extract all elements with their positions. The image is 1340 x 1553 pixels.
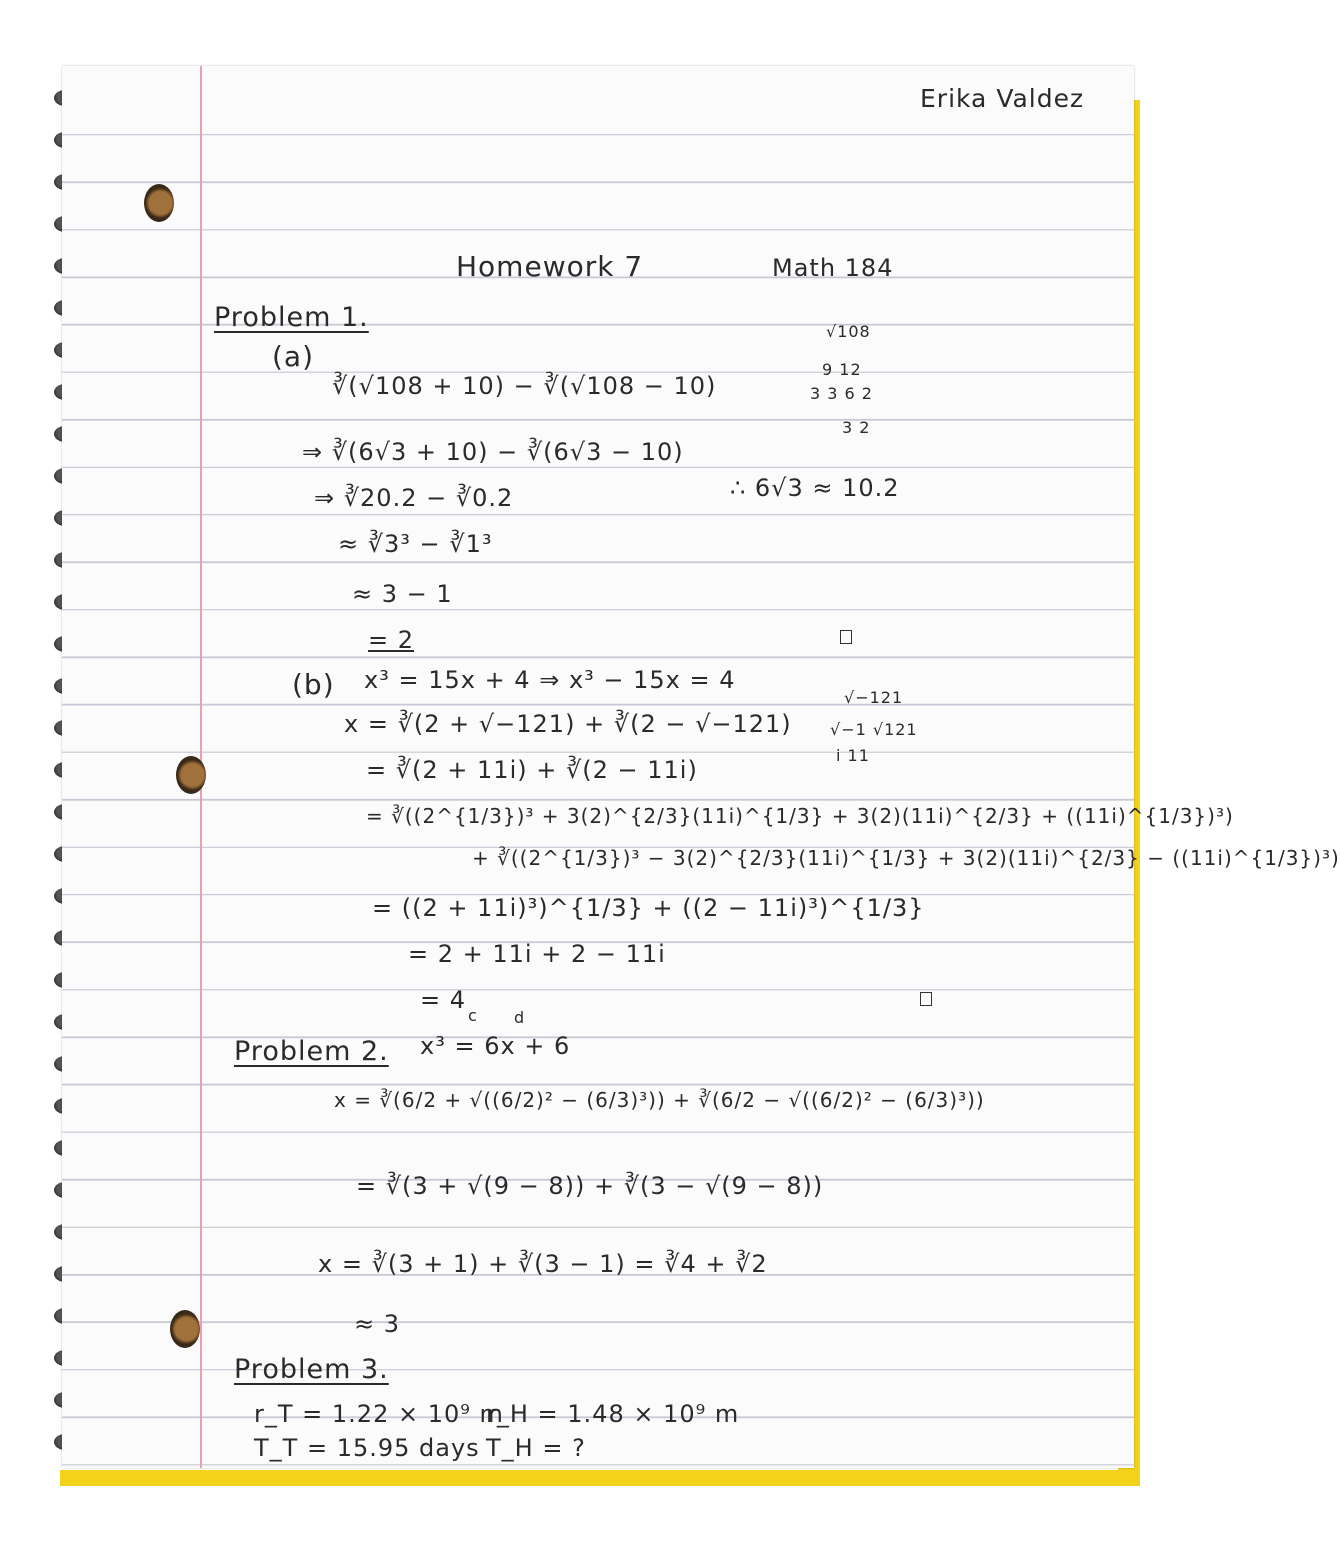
problem3-T-H: T_H = ?: [486, 1434, 586, 1462]
side-root: √−121: [844, 688, 904, 707]
coef-d-label: d: [514, 1008, 526, 1027]
qed-box-icon: [920, 992, 932, 1006]
qed-box-icon: [840, 630, 852, 644]
problem3-T-T: T_T = 15.95 days: [254, 1434, 480, 1462]
problem1a-line: ∛(√108 + 10) − ∛(√108 − 10): [332, 372, 717, 400]
page-title: Homework 7: [456, 250, 644, 283]
coef-c-label: c: [468, 1006, 478, 1025]
problem1b-line: = 2 + 11i + 2 − 11i: [408, 940, 666, 968]
problem1-heading: Problem 1.: [214, 302, 369, 333]
problem1b-line: + ∛((2^{1/3})³ − 3(2)^{2/3}(11i)^{1/3} + 3(2)(11i)^{2/3} − ((11i)^{1/3})³): [472, 846, 1340, 870]
problem1a-line: ≈ 3 − 1: [352, 580, 453, 608]
problem3-r-H: r_H = 1.48 × 10⁹ m: [486, 1400, 740, 1428]
problem2-line: x = ∛(6/2 + √((6/2)² − (6/3)³)) + ∛(6/2 − √((6/2)² − (6/3)³)): [334, 1088, 985, 1112]
problem2-answer: ≈ 3: [354, 1310, 401, 1338]
problem1b-line: x = ∛(2 + √−121) + ∛(2 − √−121): [344, 710, 792, 738]
side-split: √−1 √121: [830, 720, 918, 739]
problem2-equation: x³ = 6x + 6: [420, 1032, 571, 1060]
problem1a-line: ⇒ ∛20.2 − ∛0.2: [314, 484, 514, 512]
problem2-line: x = ∛(3 + 1) + ∛(3 − 1) = ∛4 + ∛2: [318, 1250, 768, 1278]
side-values: i 11: [836, 746, 870, 765]
problem3-heading: Problem 3.: [234, 1354, 389, 1385]
problem1b-line: = ∛((2^{1/3})³ + 3(2)^{2/3}(11i)^{1/3} + 3(2)(11i)^{2/3} + ((11i)^{1/3})³): [366, 804, 1234, 828]
factor-tree-row: 3 3 6 2: [810, 384, 873, 403]
problem1a-line: ≈ ∛3³ − ∛1³: [338, 530, 493, 558]
problem1b-line: x³ = 15x + 4 ⇒ x³ − 15x = 4: [364, 666, 736, 694]
problem1-part-a-label: (a): [272, 340, 315, 373]
problem2-line: = ∛(3 + √(9 − 8)) + ∛(3 − √(9 − 8)): [356, 1172, 824, 1200]
student-name: Erika Valdez: [920, 84, 1085, 113]
binder-hole: [176, 756, 206, 794]
factor-tree-row: 9 12: [822, 360, 862, 379]
problem1-part-b-label: (b): [292, 668, 335, 701]
problem1b-line: = ((2 + 11i)³)^{1/3} + ((2 − 11i)³)^{1/3}: [372, 894, 925, 922]
binder-hole: [144, 184, 174, 222]
spiral-binding: [0, 70, 64, 1470]
problem1b-line: = ∛(2 + 11i) + ∛(2 − 11i): [366, 756, 698, 784]
side-conclusion: ∴ 6√3 ≈ 10.2: [730, 474, 900, 502]
notebook-back-cover-bottom: [60, 1470, 1140, 1486]
notebook-page: [62, 66, 1340, 1468]
problem2-heading: Problem 2.: [234, 1036, 389, 1067]
binder-hole: [170, 1310, 200, 1348]
factor-tree-root: √108: [826, 322, 871, 341]
factor-tree-row: 3 2: [842, 418, 871, 437]
course-label: Math 184: [772, 254, 894, 282]
problem1b-answer: = 4: [420, 986, 467, 1014]
problem3-r-T: r_T = 1.22 × 10⁹ m: [254, 1400, 504, 1428]
problem1a-line: ⇒ ∛(6√3 + 10) − ∛(6√3 − 10): [302, 438, 684, 466]
problem1a-answer: = 2: [368, 626, 415, 654]
